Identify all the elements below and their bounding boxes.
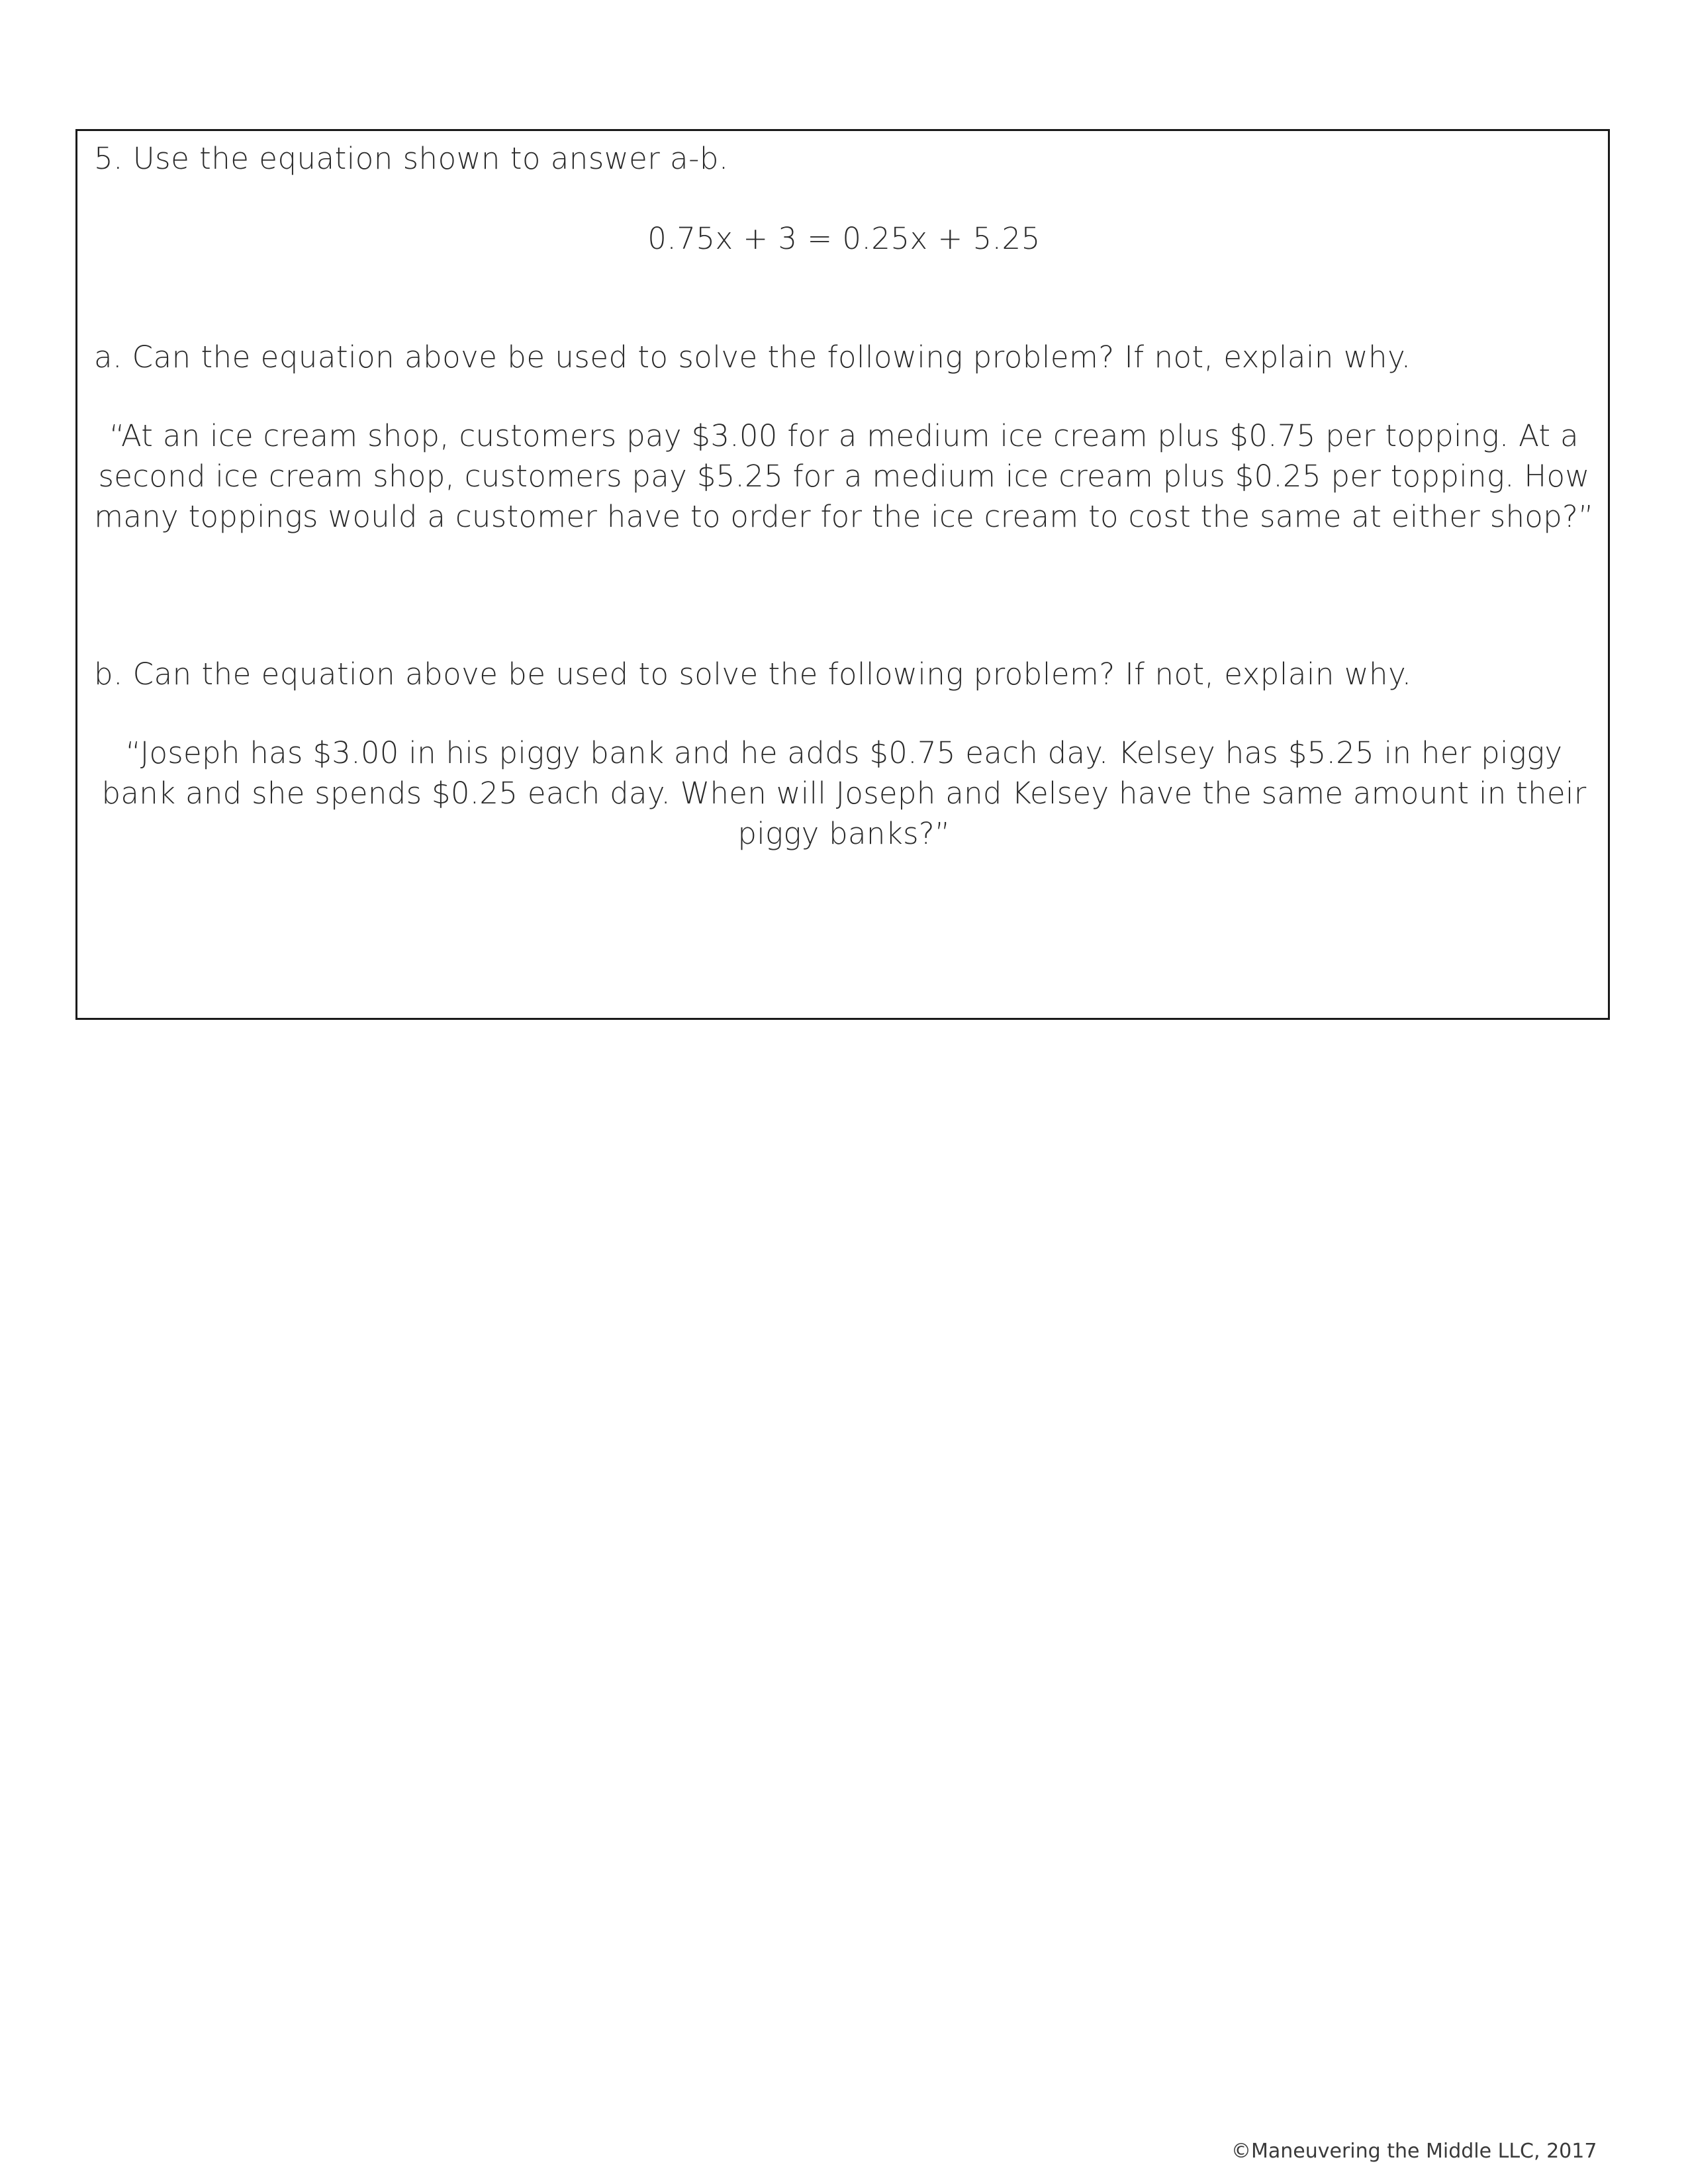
problem-intro: 5. Use the equation shown to answer a-b. [94,141,729,176]
problem-box [75,129,1610,1020]
part-a-quote: “At an ice cream shop, customers pay $3.00 for a medium ice cream plus $0.75 per topping. At a second ice cream shop, customers pay $5.25 for a medium ice cream plus $0.25 per topping. How many toppings would a customer have to order for the ice cream to cost the same at either shop?” [94,418,1594,534]
equation: 0.75x + 3 = 0.25x + 5.25 [647,221,1041,256]
part-b-quote: “Joseph has $3.00 in his piggy bank and he adds $0.75 each day. Kelsey has $5.25 in her piggy bank and she spends $0.25 each day. When will Joseph and Kelsey have the same amount in their piggy banks?” [101,735,1587,851]
part-a-question: a. Can the equation above be used to solve the following problem? If not, explain why. [94,340,1411,375]
part-b-question: b. Can the equation above be used to solve the following problem? If not, explain why. [94,657,1412,692]
copyright-notice: ©Maneuvering the Middle LLC, 2017 [1231,2140,1597,2163]
